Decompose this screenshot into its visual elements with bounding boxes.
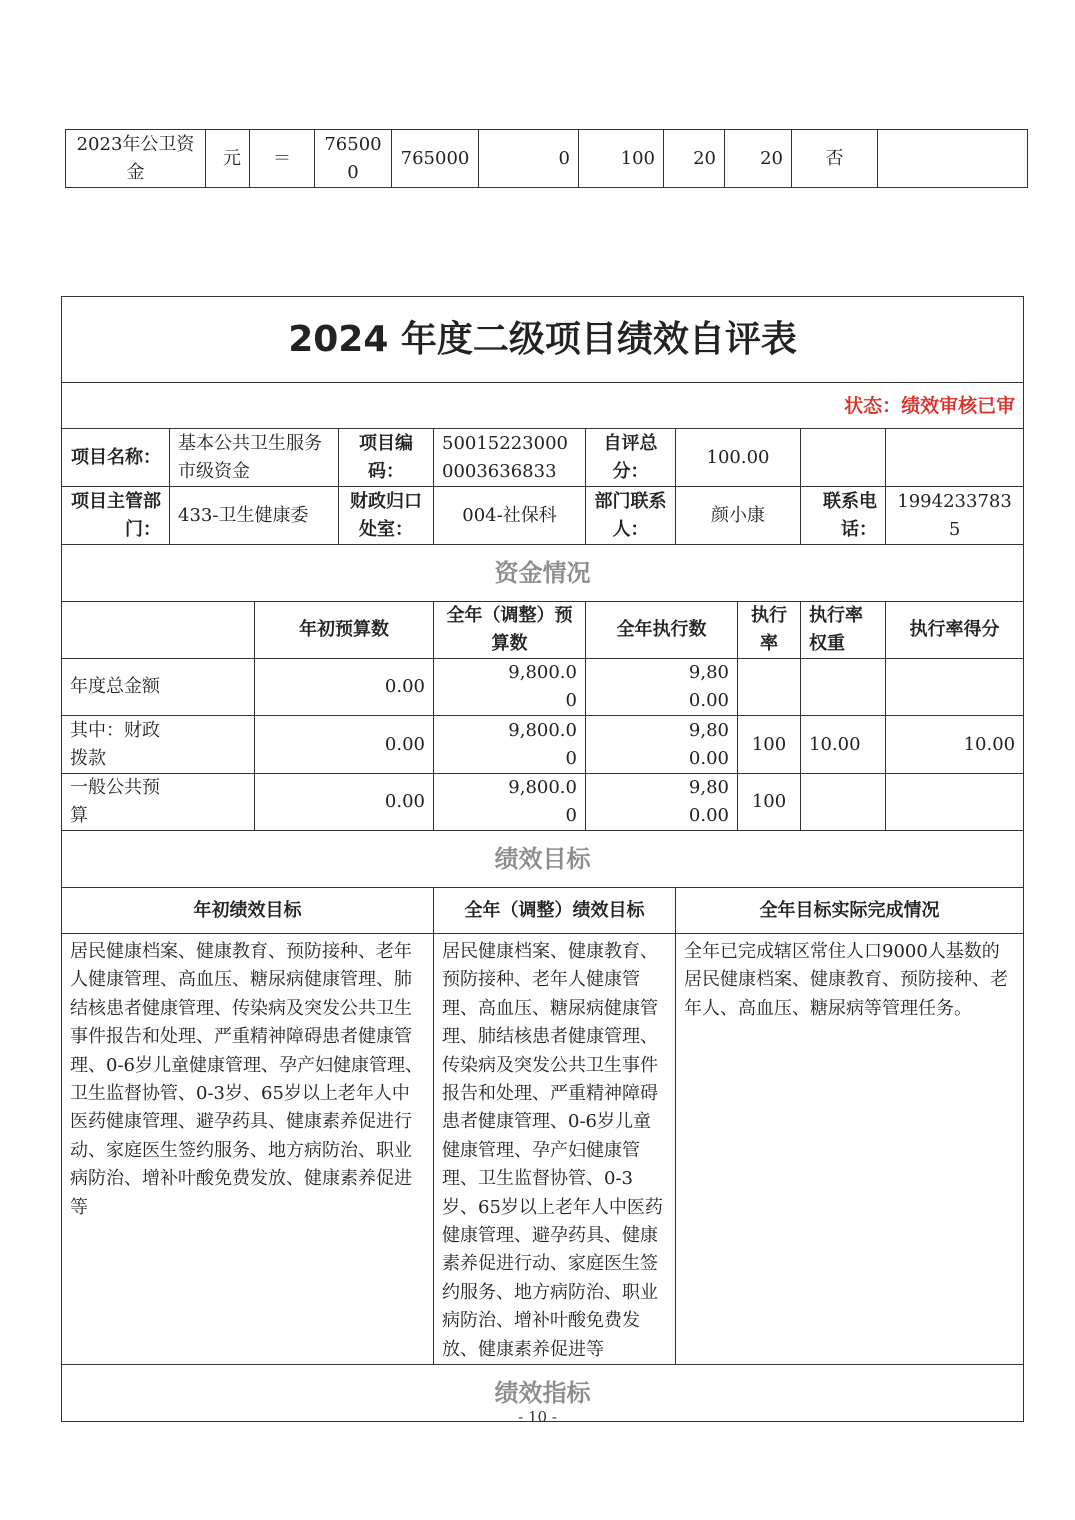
funds-row-rate <box>738 659 801 716</box>
goals-header-initial: 年初绩效目标 <box>62 888 434 934</box>
prev-indicator-extra <box>878 130 1028 188</box>
funds-row-weight <box>801 774 886 831</box>
funds-header-weight: 执行率权重 <box>801 602 886 659</box>
prev-indicator-operator: ＝ <box>250 130 315 188</box>
funds-row-adjusted: 9,800.00 <box>434 774 586 831</box>
funds-row <box>62 659 1024 716</box>
funds-row-label: 一般公共预算 <box>62 774 255 831</box>
funds-row-score <box>886 774 1024 831</box>
contact-value: 颜小康 <box>676 487 801 545</box>
phone-value: 19942337835 <box>886 487 1024 545</box>
form-title: 2024 年度二级项目绩效自评表 <box>62 297 1024 383</box>
funds-row <box>62 716 1024 774</box>
project-code-value: 500152230000003636833 <box>434 429 586 487</box>
blank-cell <box>801 429 886 487</box>
prev-indicator-completion: 100 <box>579 130 664 188</box>
funds-row-label: 年度总金额 <box>62 659 255 716</box>
funds-row-executed: 9,800.00 <box>586 659 738 716</box>
funds-header-executed: 全年执行数 <box>586 602 738 659</box>
page-number: - 10 - <box>518 1408 557 1426</box>
funds-row <box>62 774 1024 831</box>
self-score-value: 100.00 <box>676 429 801 487</box>
funds-header-blank <box>62 602 255 659</box>
status-label: 状态：绩效审核已审 <box>62 383 1024 429</box>
indicators-section-header: 绩效指标 <box>62 1365 1024 1422</box>
project-name-value: 基本公共卫生服务市级资金 <box>170 429 339 487</box>
prev-indicator-score: 20 <box>725 130 792 188</box>
goals-header-actual: 全年目标实际完成情况 <box>676 888 1024 934</box>
funds-header-initial: 年初预算数 <box>255 602 434 659</box>
prev-indicator-weight: 20 <box>664 130 725 188</box>
prev-indicator-table <box>65 129 1028 188</box>
self-score-label: 自评总分： <box>586 429 676 487</box>
funds-row-initial: 0.00 <box>255 716 434 774</box>
funds-row-initial: 0.00 <box>255 774 434 831</box>
dept-value: 433-卫生健康委 <box>170 487 339 545</box>
goal-actual-text: 全年已完成辖区常住人口9000人基数的居民健康档案、健康教育、预防接种、老年人、高血压、糖尿病等管理任务。 <box>676 934 1024 1365</box>
project-name-label: 项目名称： <box>62 429 170 487</box>
prev-indicator-actual: 765000 <box>392 130 479 188</box>
funds-header-rate: 执行率 <box>738 602 801 659</box>
goals-header-adjusted: 全年（调整）绩效目标 <box>434 888 676 934</box>
finance-office-label: 财政归口处室： <box>339 487 434 545</box>
phone-label: 联系电话： <box>801 487 886 545</box>
funds-row-rate: 100 <box>738 716 801 774</box>
prev-indicator-name: 2023年公卫资金 <box>66 130 206 188</box>
blank-cell <box>886 429 1024 487</box>
funds-row-initial: 0.00 <box>255 659 434 716</box>
contact-label: 部门联系人： <box>586 487 676 545</box>
prev-indicator-unit: 元 <box>206 130 250 188</box>
finance-office-value: 004-社保科 <box>434 487 586 545</box>
funds-row-adjusted: 9,800.00 <box>434 659 586 716</box>
funds-row-weight: 10.00 <box>801 716 886 774</box>
funds-row-executed: 9,800.00 <box>586 774 738 831</box>
prev-indicator-deviation: 0 <box>479 130 579 188</box>
funds-row-score: 10.00 <box>886 716 1024 774</box>
goal-adjusted-text: 居民健康档案、健康教育、预防接种、老年人健康管理、高血压、糖尿病健康管理、肺结核患者健康管理、传染病及突发公共卫生事件报告和处理、严重精神障碍患者健康管理、0-6岁儿童健康管理、孕产妇健康管理、卫生监督协管、0-3岁、65岁以上老年人中医药健康管理、避孕药具、健康素养促进行动、家庭医生签约服务、地方病防治、职业病防治、增补叶酸免费发放、健康素养促进等 <box>434 934 676 1365</box>
performance-evaluation-form <box>61 296 1024 1422</box>
project-code-label: 项目编码： <box>339 429 434 487</box>
prev-indicator-target: 765000 <box>315 130 392 188</box>
funds-section-header: 资金情况 <box>62 545 1024 602</box>
funds-row-label: 其中：财政拨款 <box>62 716 255 774</box>
prev-indicator-flag: 否 <box>792 130 878 188</box>
funds-row-rate: 100 <box>738 774 801 831</box>
funds-header-score: 执行率得分 <box>886 602 1024 659</box>
funds-row-executed: 9,800.00 <box>586 716 738 774</box>
goal-initial-text: 居民健康档案、健康教育、预防接种、老年人健康管理、高血压、糖尿病健康管理、肺结核患者健康管理、传染病及突发公共卫生事件报告和处理、严重精神障碍患者健康管理、0-6岁儿童健康管理、孕产妇健康管理、卫生监督协管、0-3岁、65岁以上老年人中医药健康管理、避孕药具、健康素养促进行动、家庭医生签约服务、地方病防治、职业病防治、增补叶酸免费发放、健康素养促进等 <box>62 934 434 1365</box>
funds-row-score <box>886 659 1024 716</box>
goals-section-header: 绩效目标 <box>62 831 1024 888</box>
funds-header-adjusted: 全年（调整）预算数 <box>434 602 586 659</box>
funds-row-weight <box>801 659 886 716</box>
funds-row-adjusted: 9,800.00 <box>434 716 586 774</box>
dept-label: 项目主管部门： <box>62 487 170 545</box>
